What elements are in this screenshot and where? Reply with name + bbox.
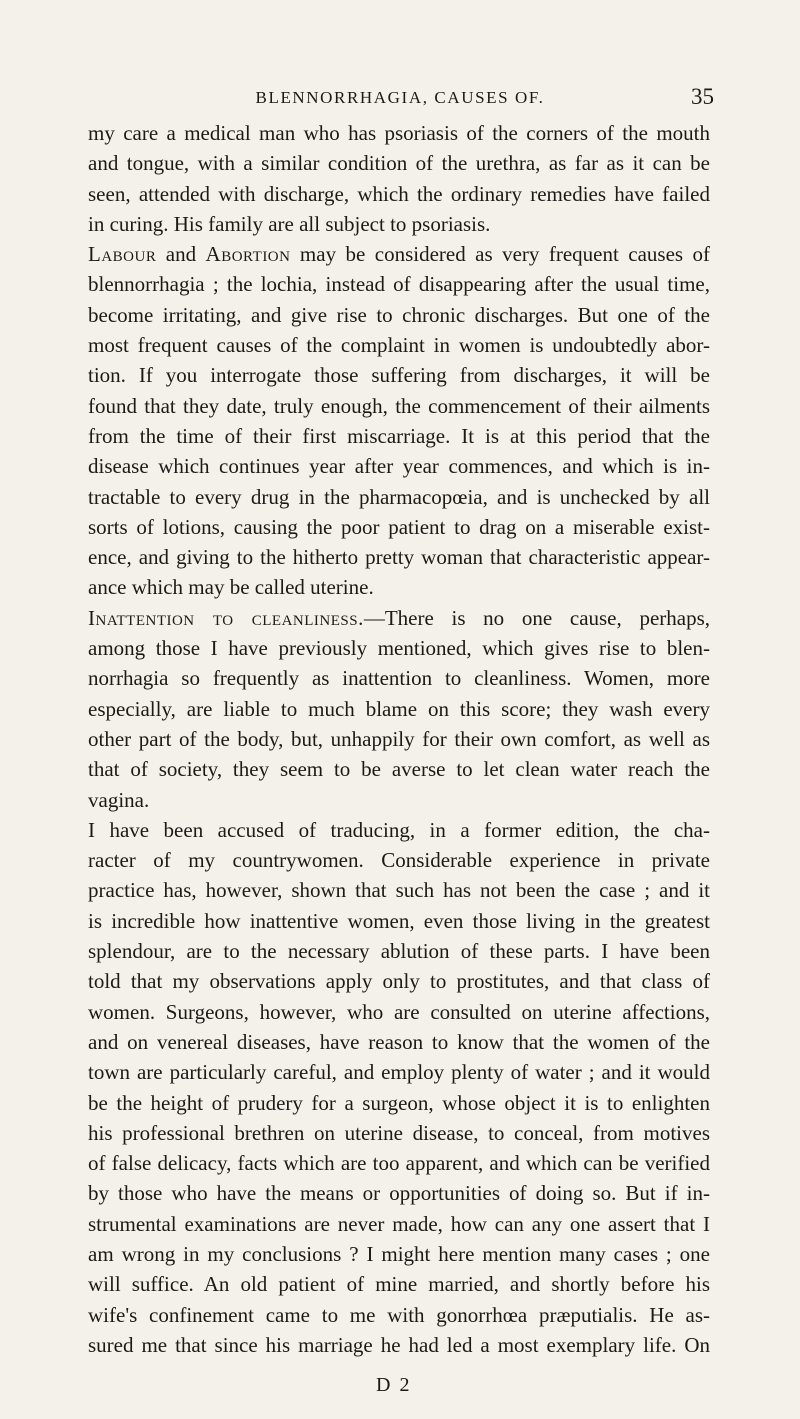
text-line: vagina.	[88, 787, 150, 812]
text-line: sured me that since his marriage he had led a most exemplary life. On	[88, 1332, 710, 1357]
text-line: ence, and giving to the hitherto pretty woman that characteristic appear-	[88, 545, 710, 570]
text-line: my care a medical man who has psoriasis of the corners of the mouth	[88, 121, 710, 145]
page-number: 35	[691, 84, 714, 109]
signature-mark: D 2	[376, 1374, 412, 1396]
text-line: practice has, however, shown that such has not been the case ; and it	[88, 878, 710, 903]
section-heading-line-labour-abortion: Labour and Abortion may be considered as very frequent causes of	[88, 242, 710, 267]
text-line: ance which may be called uterine.	[88, 575, 374, 600]
text-line: be the height of prudery for a surgeon, whose object it is to enlighten	[88, 1090, 710, 1115]
text-line: found that they date, truly enough, the commencement of their ailments	[88, 393, 710, 418]
text-line: that of society, they seem to be averse to let clean water reach the	[88, 757, 710, 782]
text-line: women. Surgeons, however, who are consulted on uterine affections,	[88, 999, 710, 1024]
text-line: especially, are liable to much blame on this score; they wash every	[88, 696, 710, 721]
text-line: among those I have previously mentioned, which gives rise to blen-	[88, 636, 710, 661]
text-line: told that my observations apply only to prostitutes, and that class of	[88, 969, 710, 994]
running-head	[0, 84, 800, 114]
text-line: norrhagia so frequently as inattention to cleanliness. Women, more	[88, 666, 710, 691]
text-line: strumental examinations are never made, how can any one assert that I	[88, 1211, 710, 1236]
text-line: and tongue, with a similar condition of the urethra, as far as it can be	[88, 151, 710, 176]
text-line: town are particularly careful, and employ plenty of water ; and it would	[88, 1060, 710, 1085]
text-line: am wrong in my conclusions ? I might here mention many cases ; one	[88, 1241, 710, 1266]
text-line: I have been accused of traducing, in a former edition, the cha-	[88, 817, 710, 842]
text-line: tion. If you interrogate those suffering from discharges, it will be	[88, 363, 710, 388]
text-line: become irritating, and give rise to chronic discharges. But one of the	[88, 302, 710, 327]
text-line: from the time of their first miscarriage. It is at this period that the	[88, 423, 710, 448]
body-text	[88, 118, 710, 1360]
text-line: will suffice. An old patient of mine married, and shortly before his	[88, 1272, 710, 1297]
text-line: most frequent causes of the complaint in women is undoubtedly abor-	[88, 333, 710, 358]
text-line: seen, attended with discharge, which the ordinary remedies have failed	[88, 181, 710, 206]
text-line: by those who have the means or opportunities of doing so. But if in-	[88, 1181, 710, 1206]
text-line: of false delicacy, facts which are too apparent, and which can be verified	[88, 1151, 710, 1176]
running-title: BLENNORRHAGIA, CAUSES OF.	[255, 88, 545, 107]
text-line: splendour, are to the necessary ablution of these parts. I have been	[88, 939, 710, 964]
section-heading-line-inattention: Inattention to cleanliness.—There is no one cause, perhaps,	[88, 605, 710, 630]
text-line: his professional brethren on uterine disease, to conceal, from motives	[88, 1120, 710, 1145]
text-line: blennorrhagia ; the lochia, instead of disappearing after the usual time,	[88, 272, 710, 297]
text-line: sorts of lotions, causing the poor patient to drag on a miserable exist-	[88, 514, 710, 539]
text-line: and on venereal diseases, have reason to know that the women of the	[88, 1029, 710, 1054]
text-line: wife's confinement came to me with gonorrhœa præputialis. He as-	[88, 1302, 710, 1327]
text-line: in curing. His family are all subject to psoriasis.	[88, 211, 491, 236]
text-line: racter of my countrywomen. Considerable experience in private	[88, 848, 710, 873]
text-line: other part of the body, but, unhappily for their own comfort, as well as	[88, 726, 710, 751]
text-line: is incredible how inattentive women, even those living in the greatest	[88, 908, 710, 933]
text-line: tractable to every drug in the pharmacopœia, and is unchecked by all	[88, 484, 710, 509]
text-line: disease which continues year after year commences, and which is in-	[88, 454, 710, 479]
